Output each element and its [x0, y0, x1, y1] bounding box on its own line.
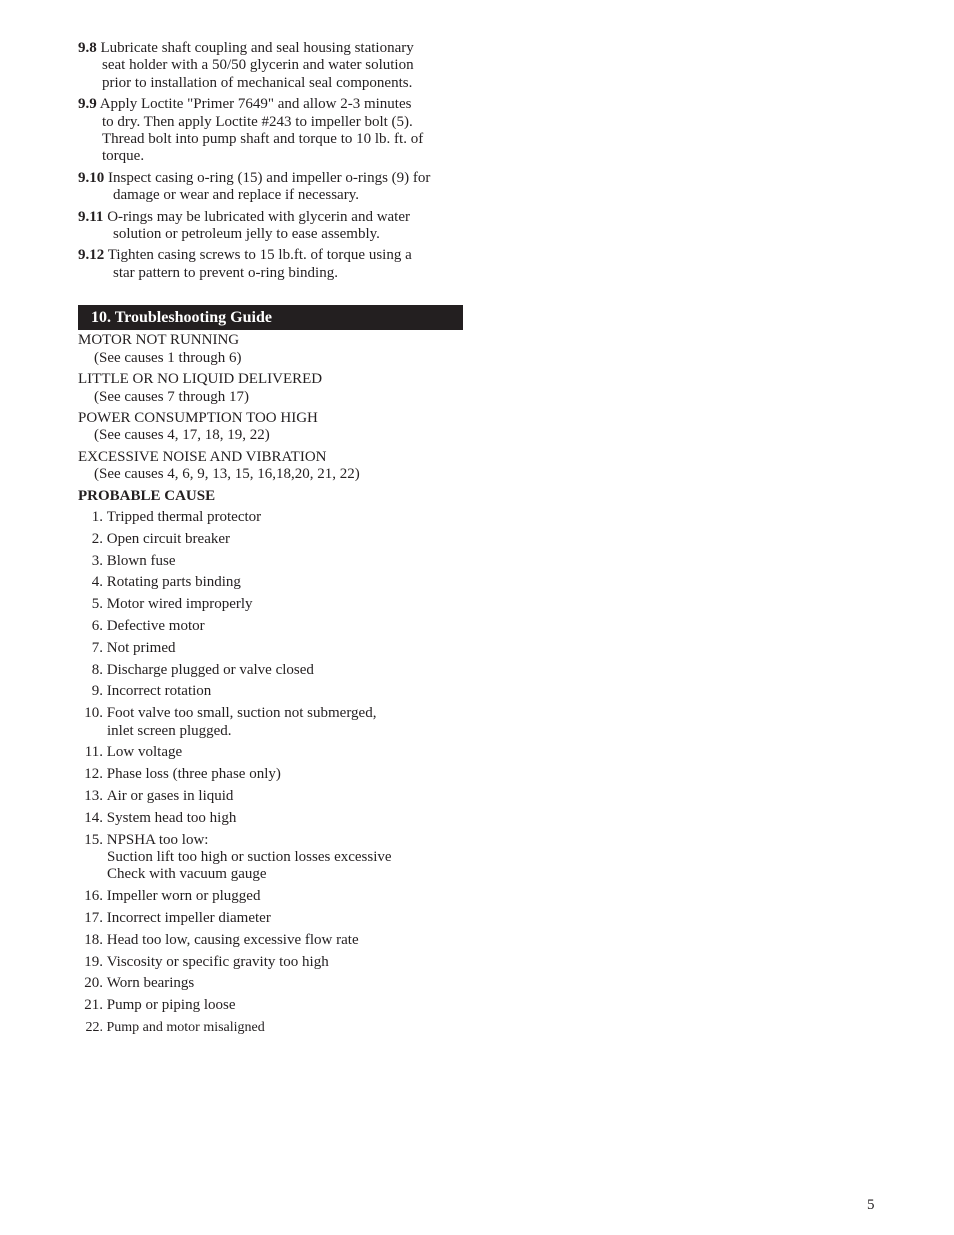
step-first-line — [78, 40, 468, 57]
cause-text-block — [103, 1019, 265, 1036]
cause-list — [78, 509, 468, 1036]
cause-text-block — [103, 640, 176, 657]
step-number: 9.9 — [78, 96, 97, 113]
cause-item — [78, 596, 468, 613]
cause-item — [78, 744, 468, 761]
cause-item — [78, 766, 468, 783]
cause-item — [78, 574, 468, 591]
cause-text: System head too high — [106, 809, 237, 826]
cause-text-block — [103, 832, 392, 884]
cause-number: 20. — [84, 975, 103, 992]
cause-text-block — [103, 788, 233, 805]
cause-text: Pump or piping loose — [106, 997, 236, 1014]
cause-text: NPSHA too low: — [106, 831, 209, 848]
cause-text: Blown fuse — [106, 552, 176, 569]
cause-text-block — [103, 574, 241, 591]
cause-number: 10. — [84, 705, 103, 722]
symptom-causes-ref: (See causes 4, 6, 9, 13, 15, 16,18,20, 21, 22) — [94, 466, 360, 483]
step-first-line — [78, 170, 468, 187]
cause-number: 16. — [84, 888, 103, 905]
cause-number: 8. — [91, 661, 103, 678]
cause-text: Low voltage — [106, 744, 183, 761]
cause-subtext: Suction lift too high or suction losses excessive — [107, 848, 392, 865]
symptom-item — [78, 410, 468, 445]
step-text: Tighten casing screws to 15 lb.ft. of torque using a — [107, 247, 412, 264]
cause-item — [78, 788, 468, 805]
cause-text: Foot valve too small, suction not submerged, — [106, 705, 377, 722]
cause-number: 12. — [84, 766, 103, 783]
cause-text: Pump and motor misaligned — [106, 1019, 265, 1035]
cause-item — [78, 1019, 468, 1036]
step-number: 9.8 — [78, 40, 97, 56]
cause-item — [78, 932, 468, 949]
cause-text: Head too low, causing excessive flow rate — [106, 931, 359, 948]
cause-number: 9. — [91, 683, 103, 700]
cause-item — [78, 662, 468, 679]
step-number: 9.10 — [78, 169, 105, 186]
cause-item — [78, 810, 468, 827]
step-number: 9.11 — [78, 208, 104, 225]
cause-item — [78, 640, 468, 657]
cause-number: 13. — [84, 787, 103, 804]
cause-text-block — [103, 932, 359, 949]
step-number: 9.12 — [78, 247, 105, 264]
cause-text: Incorrect rotation — [106, 683, 212, 700]
cause-number: 18. — [84, 931, 103, 948]
cause-number: 11. — [84, 744, 103, 761]
cause-number: 2. — [91, 530, 103, 547]
step-continuation: prior to installation of mechanical seal components. — [102, 74, 413, 91]
step-first-line — [78, 247, 468, 264]
cause-text-block — [103, 954, 329, 971]
cause-subtext: Check with vacuum gauge — [107, 866, 267, 883]
cause-number: 21. — [84, 997, 103, 1014]
step-text: Lubricate shaft coupling and seal housing stationary — [100, 40, 414, 56]
cause-text-block — [103, 975, 194, 992]
step-text: Apply Loctite "Primer 7649" and allow 2-3 minutes — [99, 96, 412, 113]
cause-text-block — [103, 618, 205, 635]
cause-text-block — [103, 553, 176, 570]
cause-item — [78, 531, 468, 548]
step-first-line — [78, 96, 468, 113]
cause-text: Viscosity or specific gravity too high — [106, 953, 329, 970]
cause-item — [78, 509, 468, 526]
cause-text: Not primed — [106, 639, 176, 656]
symptom-item — [78, 371, 468, 406]
cause-text: Impeller worn or plugged — [106, 888, 261, 905]
cause-text: Rotating parts binding — [106, 574, 241, 591]
cause-text: Discharge plugged or valve closed — [106, 661, 314, 678]
cause-text-block — [103, 705, 376, 740]
cause-text-block — [103, 744, 182, 761]
cause-number: 3. — [91, 552, 103, 569]
cause-number: 4. — [91, 574, 103, 591]
step-continuation: torque. — [102, 148, 145, 165]
symptom-list — [78, 332, 468, 483]
cause-number: 5. — [91, 596, 103, 613]
step-item — [78, 247, 468, 282]
section-heading: 10. Troubleshooting Guide — [78, 305, 463, 330]
cause-text-block — [103, 997, 236, 1014]
cause-item — [78, 975, 468, 992]
symptom-item — [78, 332, 468, 367]
symptom-name: MOTOR NOT RUNNING — [78, 332, 240, 349]
step-text: Inspect casing o-ring (15) and impeller o-rings (9) for — [108, 169, 431, 186]
cause-text-block — [103, 596, 253, 613]
cause-item — [78, 683, 468, 700]
step-item — [78, 170, 468, 205]
symptom-name: LITTLE OR NO LIQUID DELIVERED — [78, 371, 323, 388]
step-continuation: solution or petroleum jelly to ease assembly. — [113, 226, 380, 243]
step-continuation: damage or wear and replace if necessary. — [113, 187, 359, 204]
step-continuation: to dry. Then apply Loctite #243 to impeller bolt (5). — [102, 113, 413, 130]
symptom-causes-ref: (See causes 7 through 17) — [94, 388, 249, 405]
cause-number: 6. — [91, 617, 103, 634]
cause-item — [78, 832, 468, 884]
step-item — [78, 209, 468, 244]
assembly-steps — [78, 40, 468, 282]
cause-item — [78, 997, 468, 1014]
symptom-causes-ref: (See causes 4, 17, 18, 19, 22) — [94, 427, 270, 444]
cause-subtext: inlet screen plugged. — [107, 722, 232, 739]
step-text: O-rings may be lubricated with glycerin and water — [107, 208, 410, 225]
cause-text: Open circuit breaker — [106, 530, 231, 547]
cause-item — [78, 618, 468, 635]
step-continuation: star pattern to prevent o-ring binding. — [113, 264, 338, 281]
step-continuation: seat holder with a 50/50 glycerin and water solution — [102, 57, 414, 74]
cause-number: 1. — [91, 508, 103, 525]
probable-cause-heading: PROBABLE CAUSE — [78, 487, 216, 504]
cause-text-block — [103, 766, 281, 783]
symptom-name: EXCESSIVE NOISE AND VIBRATION — [78, 448, 327, 465]
cause-text: Motor wired improperly — [106, 596, 253, 613]
step-item — [78, 96, 468, 166]
cause-item — [78, 888, 468, 905]
cause-text: Tripped thermal protector — [106, 508, 262, 525]
cause-text-block — [103, 509, 261, 526]
cause-text: Air or gases in liquid — [106, 787, 234, 804]
symptom-item — [78, 449, 468, 484]
cause-number: 14. — [84, 809, 103, 826]
cause-text-block — [103, 662, 314, 679]
step-item — [78, 40, 468, 92]
cause-number: 15. — [84, 831, 103, 848]
cause-text: Worn bearings — [106, 975, 195, 992]
cause-text-block — [103, 888, 260, 905]
cause-number: 17. — [84, 909, 103, 926]
cause-number: 19. — [84, 953, 103, 970]
cause-item — [78, 910, 468, 927]
cause-item — [78, 705, 468, 740]
cause-number: 22. — [85, 1019, 103, 1035]
step-continuation: Thread bolt into pump shaft and torque to 10 lb. ft. of — [102, 131, 424, 148]
cause-text-block — [103, 810, 236, 827]
cause-text: Phase loss (three phase only) — [106, 766, 281, 783]
cause-item — [78, 954, 468, 971]
cause-text-block — [103, 531, 230, 548]
cause-item — [78, 553, 468, 570]
page-number: 5 — [867, 1197, 875, 1213]
symptom-name: POWER CONSUMPTION TOO HIGH — [78, 409, 318, 426]
cause-text: Incorrect impeller diameter — [106, 909, 271, 926]
cause-text: Defective motor — [106, 617, 205, 634]
document-column — [78, 40, 468, 1041]
step-first-line — [78, 209, 468, 226]
symptom-causes-ref: (See causes 1 through 6) — [94, 349, 242, 366]
cause-number: 7. — [91, 639, 103, 656]
cause-text-block — [103, 910, 271, 927]
cause-text-block — [103, 683, 211, 700]
